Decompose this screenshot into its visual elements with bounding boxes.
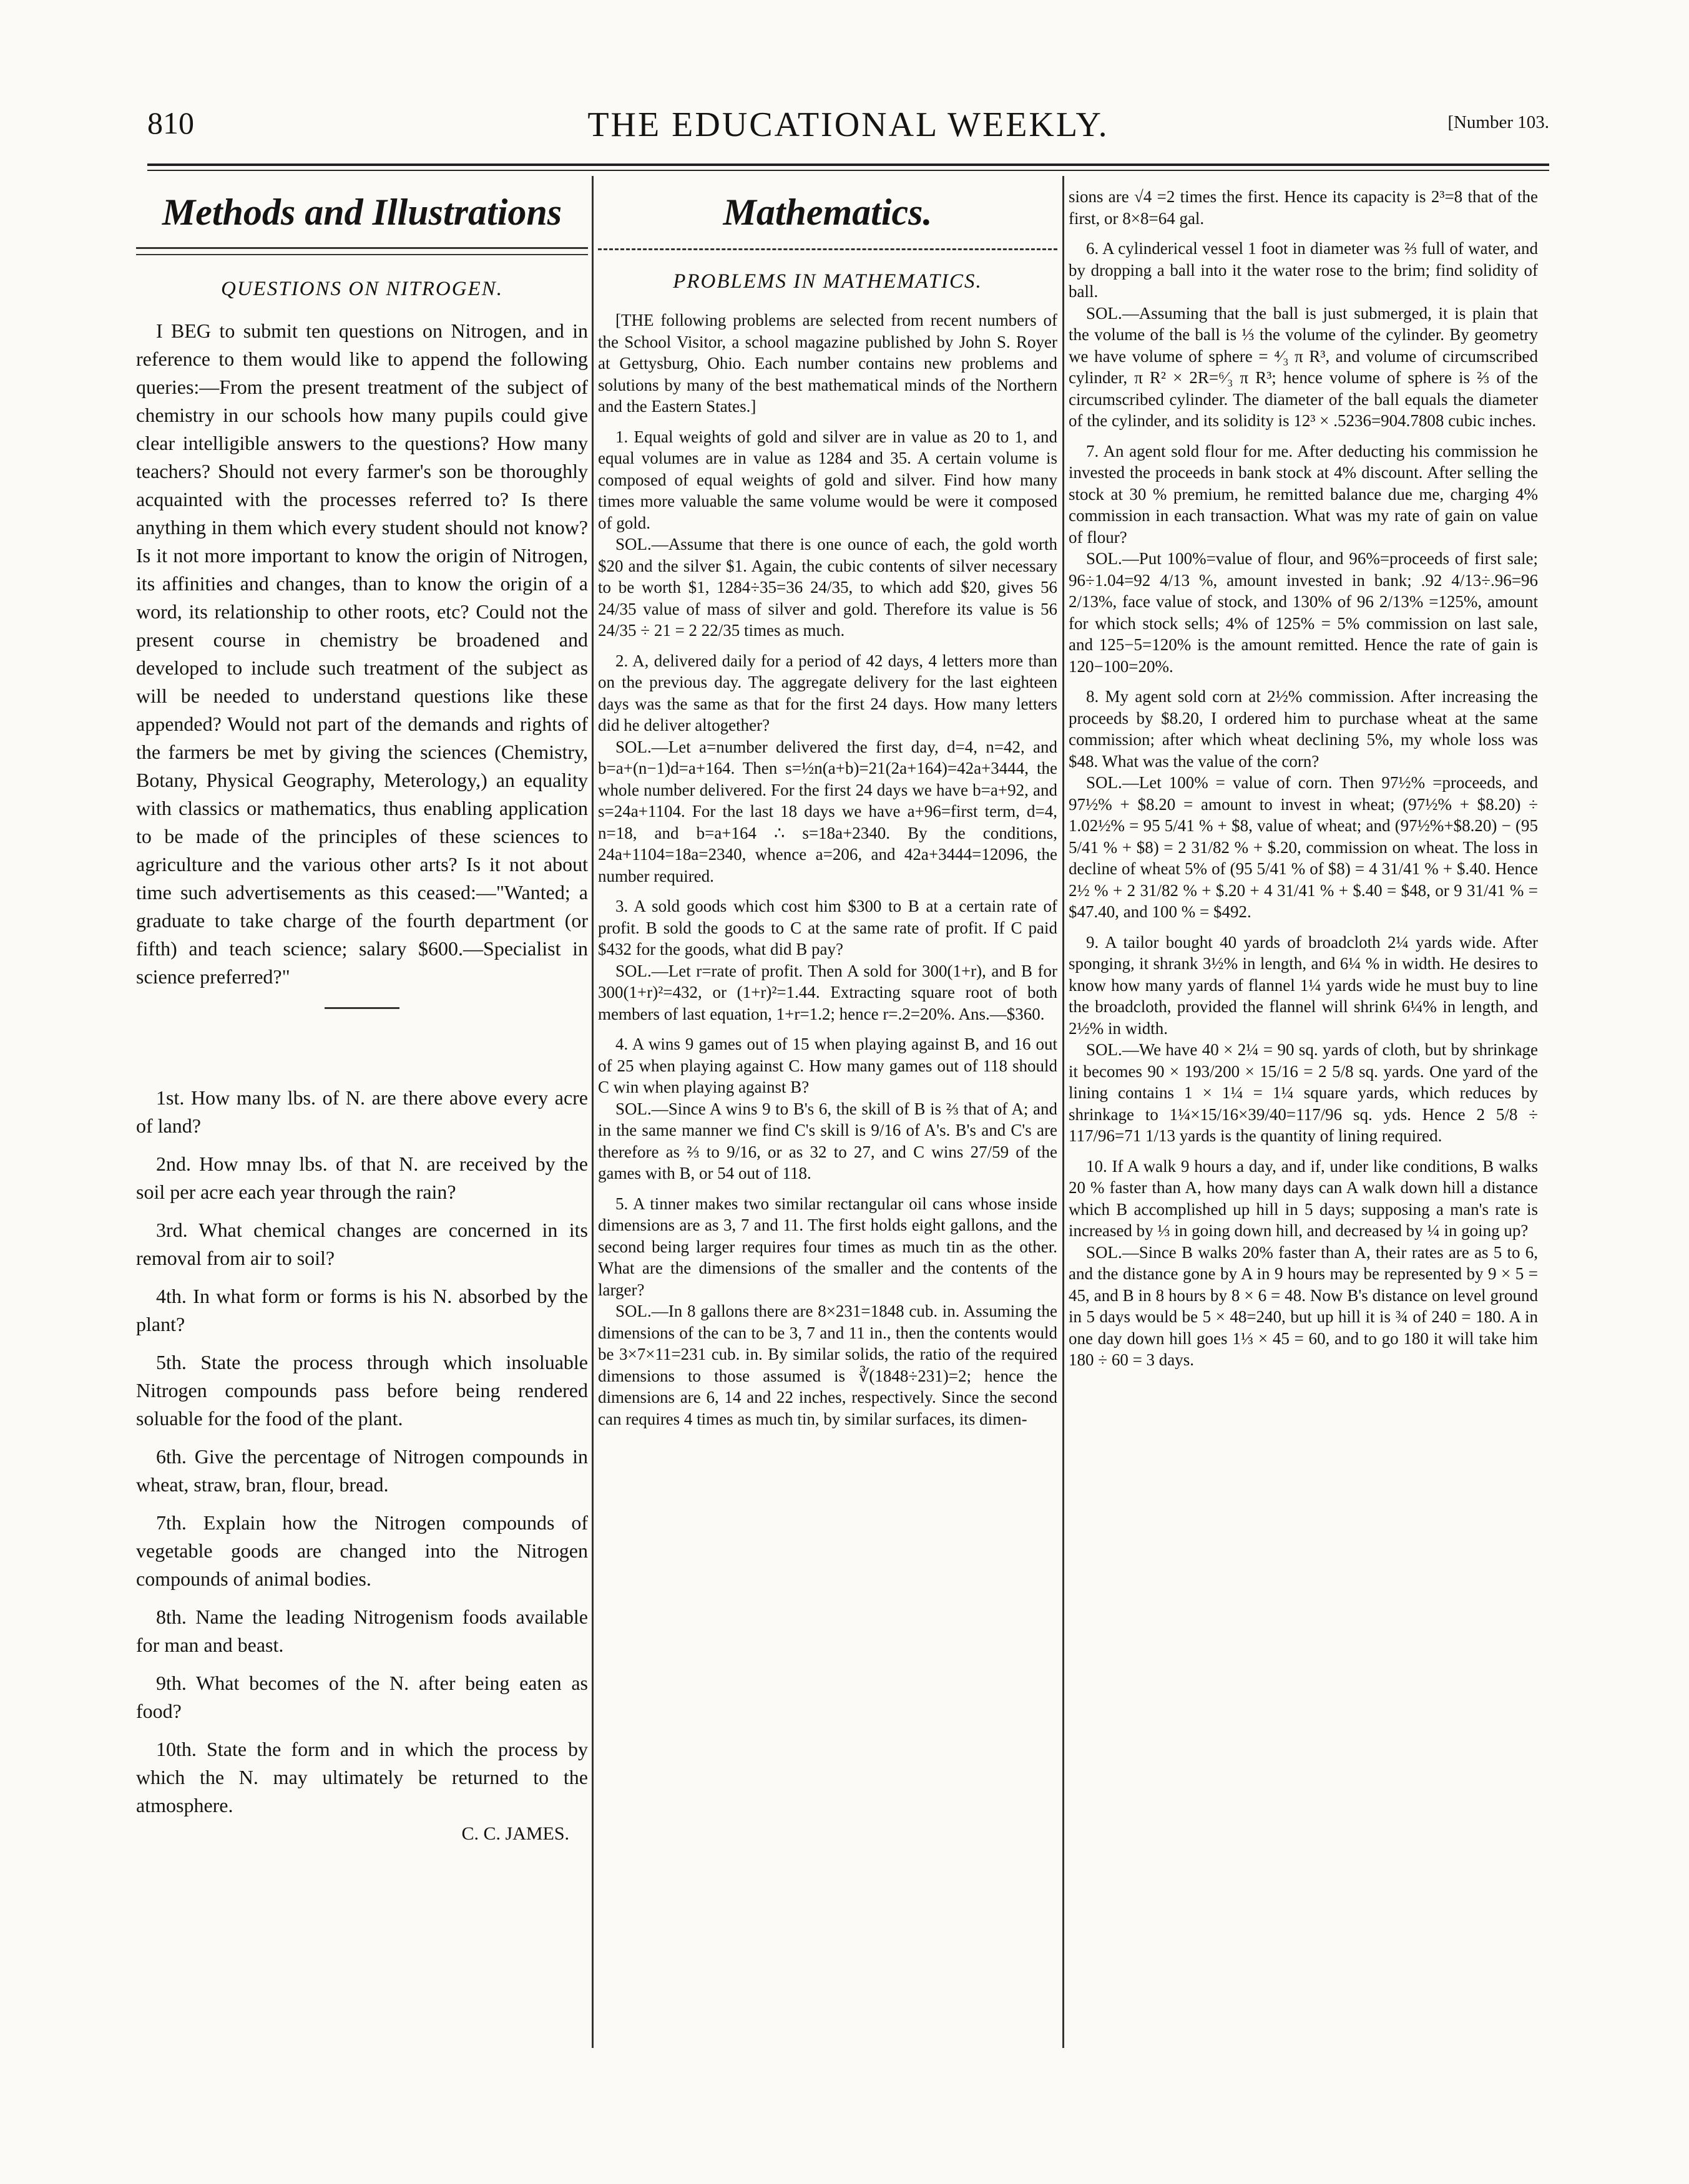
question-item: 3rd. What chemical changes are concerned in its removal from air to soil? (136, 1219, 588, 1269)
problem-paragraph: 7. An agent sold flour for me. After deducting his commission he invested the proceeds in bank stock at 4% discount. After selling the stock at 30 % premium, he remitted balance due me, charging 4% commission in each transaction. What was my rate of gain on value of flour? (1069, 441, 1538, 547)
separator-rule (325, 1007, 399, 1009)
issue-number: [Number 103. (1447, 112, 1549, 132)
solution-paragraph: SOL.—Let 100% = value of corn. Then 97½% =proceeds, and 97½% + $8.20 = amount to invest in wheat; (97½% + $8.20) ÷ 1.02½% = 95 5/41 % + $8, value of wheat; and (97½%+$8.20) − (95 5/41 % + $8) = 2 31/82 % + $.20, commission on wheat. The loss in decline of wheat 5% of (95 5/41 % of $8) = 4 31/41 % + $.40. Hence 2½ % + 2 31/82 % + $.20 + 4 31/41 % + $.40 = $48, or 9 31/41 % = $47.40, and 100 % = $492. (1069, 773, 1538, 921)
page-number: 810 (147, 105, 194, 140)
solution-paragraph: SOL.—Let r=rate of profit. Then A sold for 300(1+r), and B for 300(1+r)²=432, or (1+r)²=1.44. Extracting square root of both members of last equation, 1+r=1.2; hence r=.2=20%. Ans.—$360. (598, 961, 1057, 1023)
question-item: 8th. Name the leading Nitrogenism foods available for man and beast. (136, 1606, 588, 1656)
problem-paragraph: 5. A tinner makes two similar rectangular oil cans whose inside dimensions are as 3, 7 and 11. The first holds eight gallons, and the second being larger requires four times as much tin as the other. What are the dimensions of the smaller and the contents of the larger? (598, 1194, 1057, 1299)
question-item: 1st. How many lbs. of N. are there above every acre of land? (136, 1086, 588, 1137)
header-rule-top (147, 163, 1549, 166)
editor-note: [THE following problems are selected from recent numbers of the School Visitor, a school magazine published by John S. Royer at Gettysburg, Ohio. Each number contains new problems and solutions by many of the best mathematical minds of the Northern and the Eastern States.] (598, 311, 1057, 416)
problem-paragraph: 10. If A walk 9 hours a day, and if, under like conditions, B walks 20 % faster than A, how many days can A walk down hill a distance which B accomplished up hill in 5 days; supposing a man's rate is increased by ⅓ in going down hill, and decreased by ¼ in going up? (1069, 1156, 1538, 1240)
solution-paragraph: SOL.—Put 100%=value of flour, and 96%=proceeds of first sale; 96÷1.04=92 4/13 %, amount invested in bank; .92 4/13÷.96=96 2/13%, face value of stock, and 130% of 96 2/13% =125%, amount for which stock sells; 4% of 125% = 5% commission on last sale, and 125−5=120% is the amount remitted. Hence the rate of gain is 120−100=20%. (1069, 549, 1538, 676)
question-item: 2nd. How mnay lbs. of that N. are received by the soil per acre each year through the rain? (136, 1153, 588, 1203)
question-item: 9th. What becomes of the N. after being eaten as food? (136, 1672, 588, 1722)
solution-paragraph: SOL.—In 8 gallons there are 8×231=1848 cub. in. Assuming the dimensions of the can to be 3, 7 and 11 in., then the contents would be 3×7×11=231 cub. in. By similar solids, the ratio of the required dimensions to those assumed is ∛(1848÷231)=2; hence the dimensions are 6, 14 and 22 inches, respectively. Since the second can requires 4 times as much tin, by similar surfaces, its dimen- (598, 1302, 1057, 1428)
question-item: 6th. Give the percentage of Nitrogen compounds in wheat, straw, bran, flour, bread. (136, 1445, 588, 1496)
author-signature: C. C. JAMES. (461, 1823, 569, 1844)
problem-paragraph: 2. A, delivered daily for a period of 42 days, 4 letters more than on the previous day. The aggregate delivery for the last eighteen days was the same as that for the first 24 days. How many letters did he deliver altogether? (598, 651, 1057, 734)
department-heading: Mathematics. (723, 192, 933, 233)
article-intro: I BEG to submit ten questions on Nitrogen, and in reference to them would like to append the following queries:—From the present treatment of the subject of chemistry in our schools how many pupils could give clear intelligible answers to the questions? How many teachers? Should not every farmer's son be thoroughly acquainted with the processes referred to? Is there anything in them which every student should not know? Is it not more important to know the origin of Nitrogen, its affinities and changes, than to know the origin of a word, its relationship to other roots, etc? Could not the present course in chemistry be broadened and developed to include such treatment of the subject as will be needed to understand questions like these appended? Would not part of the demands and rights of the farmers be met by giving the sciences (Chemistry, Botany, Physical Geography, Meterology,) an equality with classics or mathematics, thus enabling application to be made of the principles of these sciences to agriculture and the various other arts? Is it not about time such advertisements as this ceased:—"Wanted; a graduate to take charge of the fourth department (or fifth) and teach science; salary $600.—Specialist in science preferred?" (136, 319, 588, 988)
solution-paragraph: SOL.—Assuming that the ball is just submerged, it is plain that the volume of the ball is ⅓ the volume of the cylinder. By geometry we have volume of sphere = ⁴⁄₃ π R³, and volume of circumscribed cylinder, π R² × 2R=⁶⁄₃ π R³; hence volume of sphere is ⅔ of the circumscribed cylinder. The diameter of the ball equals the diameter of the cylinder, and its solidity is 12³ × .5236=904.7808 cubic inches. (1069, 303, 1538, 430)
section-rule (136, 247, 588, 255)
section-rule (598, 248, 1057, 250)
page-header (147, 105, 1549, 161)
masthead-title: THE EDUCATIONAL WEEKLY. (587, 105, 1109, 144)
solution-paragraph: SOL.—Let a=number delivered the first day, d=4, n=42, and b=a+(n−1)d=a+164. Then s=½n(a+b)=21(2a+164)=42a+3444, the whole number delivered. For the first 24 days we have b=a+92, and s=24a+1104. For the last 18 days we have a+96=first term, d=4, n=18, and b=a+164 ∴ s=18a+2340. By the conditions, 24a+1104=18a=2340, whence a=206, and 42a+3444=12096, the number required. (598, 737, 1057, 885)
problem-paragraph: 9. A tailor bought 40 yards of broadcloth 2¼ yards wide. After sponging, it shrank 3½% in length, and 6¼ % in width. He desires to know how many yards of flannel 1¼ yards wide he must buy to line the broadcloth, provided the flannel will shrink 6¼% in length, and 2½% in width. (1069, 932, 1538, 1038)
middle-column (598, 186, 1057, 1430)
header-rule-bottom (147, 170, 1549, 171)
article-title: PROBLEMS IN MATHEMATICS. (673, 270, 982, 293)
column-divider-left (592, 176, 594, 2048)
continued-paragraph: sions are √4 =2 times the first. Hence its capacity is 2³=8 that of the first, or 8×8=64 gal. (1069, 187, 1538, 228)
problem-paragraph: 3. A sold goods which cost him $300 to B at a certain rate of profit. B sold the goods to C at the same rate of profit. If C paid $432 for the goods, what did B pay? (598, 897, 1057, 958)
question-item: 5th. State the process through which insoluable Nitrogen compounds pass before being rendered soluable for the food of the plant. (136, 1351, 588, 1430)
left-column (136, 186, 588, 1845)
solution-paragraph: SOL.—Since B walks 20% faster than A, their rates are as 5 to 6, and the distance gone by A in 9 hours may be represented by 9 × 5 = 45, and B in 8 hours by 8 × 6 = 48. Now B's distance on level ground in 5 days would be 5 × 48=240, but up hill it is ¾ of 240 = 180. A in one day down hill goes 1⅓ × 45 = 60, and to go 180 it will take him 180 ÷ 60 = 3 days. (1069, 1242, 1538, 1369)
department-heading: Methods and Illustrations (162, 192, 562, 233)
question-item: 10th. State the form and in which the process by which the N. may ultimately be returned to the atmosphere. (136, 1738, 588, 1816)
question-item: 4th. In what form or forms is his N. absorbed by the plant? (136, 1285, 588, 1335)
problem-paragraph: 6. A cylinderical vessel 1 foot in diameter was ⅔ full of water, and by dropping a ball into it the water rose to the brim; find solidity of ball. (1069, 239, 1538, 301)
column-divider-right (1062, 176, 1064, 2048)
solution-paragraph: SOL.—Assume that there is one ounce of each, the gold worth $20 and the silver $1. Again, the cubic contents of silver necessary to be worth $1, 1284÷35=36 24/35, to which add $20, gives 56 24/35 value of mass of silver and gold. Therefore its value is 56 24/35 ÷ 21 = 2 22/35 times as much. (598, 535, 1057, 640)
question-item: 7th. Explain how the Nitrogen compounds of vegetable goods are changed into the Nitrogen compounds of animal bodies. (136, 1511, 588, 1590)
solution-paragraph: SOL.—We have 40 × 2¼ = 90 sq. yards of cloth, but by shrinkage it becomes 90 × 193/200 × 15/16 = 2 5/8 sq. yards. One yard of the lining contains 1 × 1¼ = 1¼ square yards, which reduces by shrinkage to 1¼×15/16×39/40=117/96 sq. yds. Hence 2 5/8 ÷ 117/96=71 1/13 yards is the quantity of lining required. (1069, 1040, 1538, 1145)
problem-paragraph: 4. A wins 9 games out of 15 when playing against B, and 16 out of 25 when playing against C. How many games out of 118 should C win when playing against B? (598, 1035, 1057, 1096)
article-title: QUESTIONS ON NITROGEN. (221, 278, 503, 300)
problem-paragraph: 1. Equal weights of gold and silver are in value as 20 to 1, and equal volumes are in value as 1284 and 35. A certain volume is composed of equal weights of gold and silver. Find how many times more valuable the same volume would be were it composed of gold. (598, 427, 1057, 532)
right-column (1069, 186, 1538, 1371)
solution-paragraph: SOL.—Since A wins 9 to B's 6, the skill of B is ⅔ that of A; and in the same manner we find C's skill is 9/16 of A's. B's and C's are therefore as ⅔ to 9/16, or as 32 to 27, and C wins 27/59 of the games with B, or 54 out of 118. (598, 1099, 1057, 1182)
problem-paragraph: 8. My agent sold corn at 2½% commission. After increasing the proceeds by $8.20, I ordered him to purchase wheat at the same commission; after which wheat declining 5%, my whole loss was $48. What was the value of the corn? (1069, 687, 1538, 771)
